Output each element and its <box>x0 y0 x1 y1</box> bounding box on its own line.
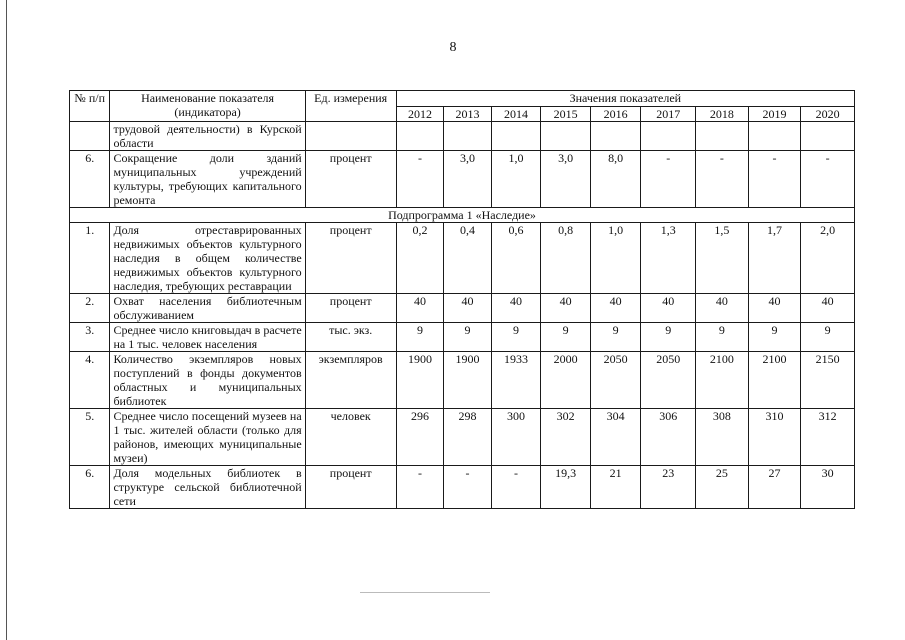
row-value: 3,0 <box>541 151 591 208</box>
subprogram-row <box>70 208 855 223</box>
row-indicator: Среднее число посещений музеев на 1 тыс. жителей области (только для районов, имеющих муниципальные музеи) <box>110 409 305 466</box>
row-value: 40 <box>396 294 444 323</box>
row-value: 2,0 <box>801 223 855 294</box>
row-value: 27 <box>748 466 801 509</box>
row-value: 1,0 <box>491 151 541 208</box>
row-value <box>396 122 444 151</box>
header-row <box>70 91 855 107</box>
row-value: 1933 <box>491 352 541 409</box>
row-value: - <box>641 151 696 208</box>
table-row <box>70 352 855 409</box>
row-value: 1,0 <box>590 223 641 294</box>
row-value: 2050 <box>590 352 641 409</box>
row-indicator: Среднее число книговыдач в расчете на 1 тыс. человек населения <box>110 323 305 352</box>
row-value: 9 <box>641 323 696 352</box>
row-value: 308 <box>696 409 749 466</box>
row-value: 1,5 <box>696 223 749 294</box>
year-cell: 2012 <box>396 106 444 122</box>
row-value: 0,8 <box>541 223 591 294</box>
row-indicator: Доля отреставрированных недвижимых объектов культурного наследия в общем количестве недвижимых объектов культурного наследия, требующих реставрации <box>110 223 305 294</box>
table-row <box>70 323 855 352</box>
row-value: 3,0 <box>444 151 492 208</box>
row-value: 25 <box>696 466 749 509</box>
row-unit <box>305 122 396 151</box>
row-value: 1900 <box>396 352 444 409</box>
table-row <box>70 223 855 294</box>
row-value: - <box>444 466 492 509</box>
page-number: 8 <box>449 40 457 55</box>
row-value: 40 <box>801 294 855 323</box>
row-value <box>801 122 855 151</box>
row-indicator: Охват населения библиотечным обслуживанием <box>110 294 305 323</box>
row-value: - <box>748 151 801 208</box>
row-indicator: Количество экземпляров новых поступлений в фонды документов областных и муниципальных библиотек <box>110 352 305 409</box>
row-value: 9 <box>491 323 541 352</box>
row-value: 9 <box>590 323 641 352</box>
row-value: 1900 <box>444 352 492 409</box>
row-value: 306 <box>641 409 696 466</box>
scan-artifact-line <box>360 592 490 593</box>
row-value: 2150 <box>801 352 855 409</box>
row-value: 0,6 <box>491 223 541 294</box>
row-value: 312 <box>801 409 855 466</box>
row-value: 23 <box>641 466 696 509</box>
row-value: 9 <box>801 323 855 352</box>
row-value: 2000 <box>541 352 591 409</box>
row-unit: процент <box>305 466 396 509</box>
row-value <box>748 122 801 151</box>
row-value: 9 <box>541 323 591 352</box>
row-value: 296 <box>396 409 444 466</box>
row-value: 40 <box>541 294 591 323</box>
row-value: 1,3 <box>641 223 696 294</box>
row-value: 0,2 <box>396 223 444 294</box>
row-unit: процент <box>305 223 396 294</box>
row-unit: тыс. экз. <box>305 323 396 352</box>
row-value <box>590 122 641 151</box>
row-value: 21 <box>590 466 641 509</box>
row-value: 9 <box>396 323 444 352</box>
row-num: 3. <box>70 323 110 352</box>
row-value: 40 <box>444 294 492 323</box>
subprogram-title: Подпрограмма 1 «Наследие» <box>70 208 855 223</box>
row-value: 40 <box>590 294 641 323</box>
table-row <box>70 151 855 208</box>
row-value: 300 <box>491 409 541 466</box>
year-cell: 2015 <box>541 106 591 122</box>
row-value: - <box>396 151 444 208</box>
year-cell: 2017 <box>641 106 696 122</box>
indicators-table <box>69 90 855 509</box>
row-value: 9 <box>696 323 749 352</box>
row-unit: процент <box>305 294 396 323</box>
row-value: 19,3 <box>541 466 591 509</box>
table-row <box>70 122 855 151</box>
year-cell: 2016 <box>590 106 641 122</box>
row-value: 40 <box>641 294 696 323</box>
row-value <box>696 122 749 151</box>
table-row <box>70 294 855 323</box>
row-num: 1. <box>70 223 110 294</box>
row-value <box>541 122 591 151</box>
row-value: 2050 <box>641 352 696 409</box>
year-cell: 2018 <box>696 106 749 122</box>
header-values: Значения показателей <box>396 91 854 107</box>
row-value <box>641 122 696 151</box>
row-value: 40 <box>748 294 801 323</box>
row-value: 298 <box>444 409 492 466</box>
row-value: 30 <box>801 466 855 509</box>
row-value: 304 <box>590 409 641 466</box>
row-indicator: Сокращение доли зданий муниципальных учреждений культуры, требующих капитального ремонта <box>110 151 305 208</box>
row-num: 2. <box>70 294 110 323</box>
row-value: 2100 <box>748 352 801 409</box>
row-num: 6. <box>70 151 110 208</box>
header-num: № п/п <box>70 91 110 122</box>
year-cell: 2013 <box>444 106 492 122</box>
row-value: 40 <box>696 294 749 323</box>
row-num: 4. <box>70 352 110 409</box>
row-value: 310 <box>748 409 801 466</box>
header-name: Наименование показателя (индикатора) <box>110 91 305 122</box>
year-cell: 2014 <box>491 106 541 122</box>
row-value: 2100 <box>696 352 749 409</box>
scan-edge-line <box>6 0 7 640</box>
row-num <box>70 122 110 151</box>
row-value: - <box>696 151 749 208</box>
row-value <box>491 122 541 151</box>
row-value: 9 <box>444 323 492 352</box>
year-cell: 2020 <box>801 106 855 122</box>
row-num: 6. <box>70 466 110 509</box>
row-value: - <box>491 466 541 509</box>
row-value: 0,4 <box>444 223 492 294</box>
row-value: 1,7 <box>748 223 801 294</box>
row-num: 5. <box>70 409 110 466</box>
row-value <box>444 122 492 151</box>
header-unit: Ед. измерения <box>305 91 396 122</box>
row-value: 8,0 <box>590 151 641 208</box>
row-value: 302 <box>541 409 591 466</box>
row-unit: процент <box>305 151 396 208</box>
row-indicator: Доля модельных библиотек в структуре сельской библиотечной сети <box>110 466 305 509</box>
row-value: 40 <box>491 294 541 323</box>
row-unit: экземпляров <box>305 352 396 409</box>
table-row <box>70 409 855 466</box>
row-value: 9 <box>748 323 801 352</box>
year-cell: 2019 <box>748 106 801 122</box>
row-unit: человек <box>305 409 396 466</box>
row-indicator: трудовой деятельности) в Курской области <box>110 122 305 151</box>
row-value: - <box>801 151 855 208</box>
table-row <box>70 466 855 509</box>
row-value: - <box>396 466 444 509</box>
